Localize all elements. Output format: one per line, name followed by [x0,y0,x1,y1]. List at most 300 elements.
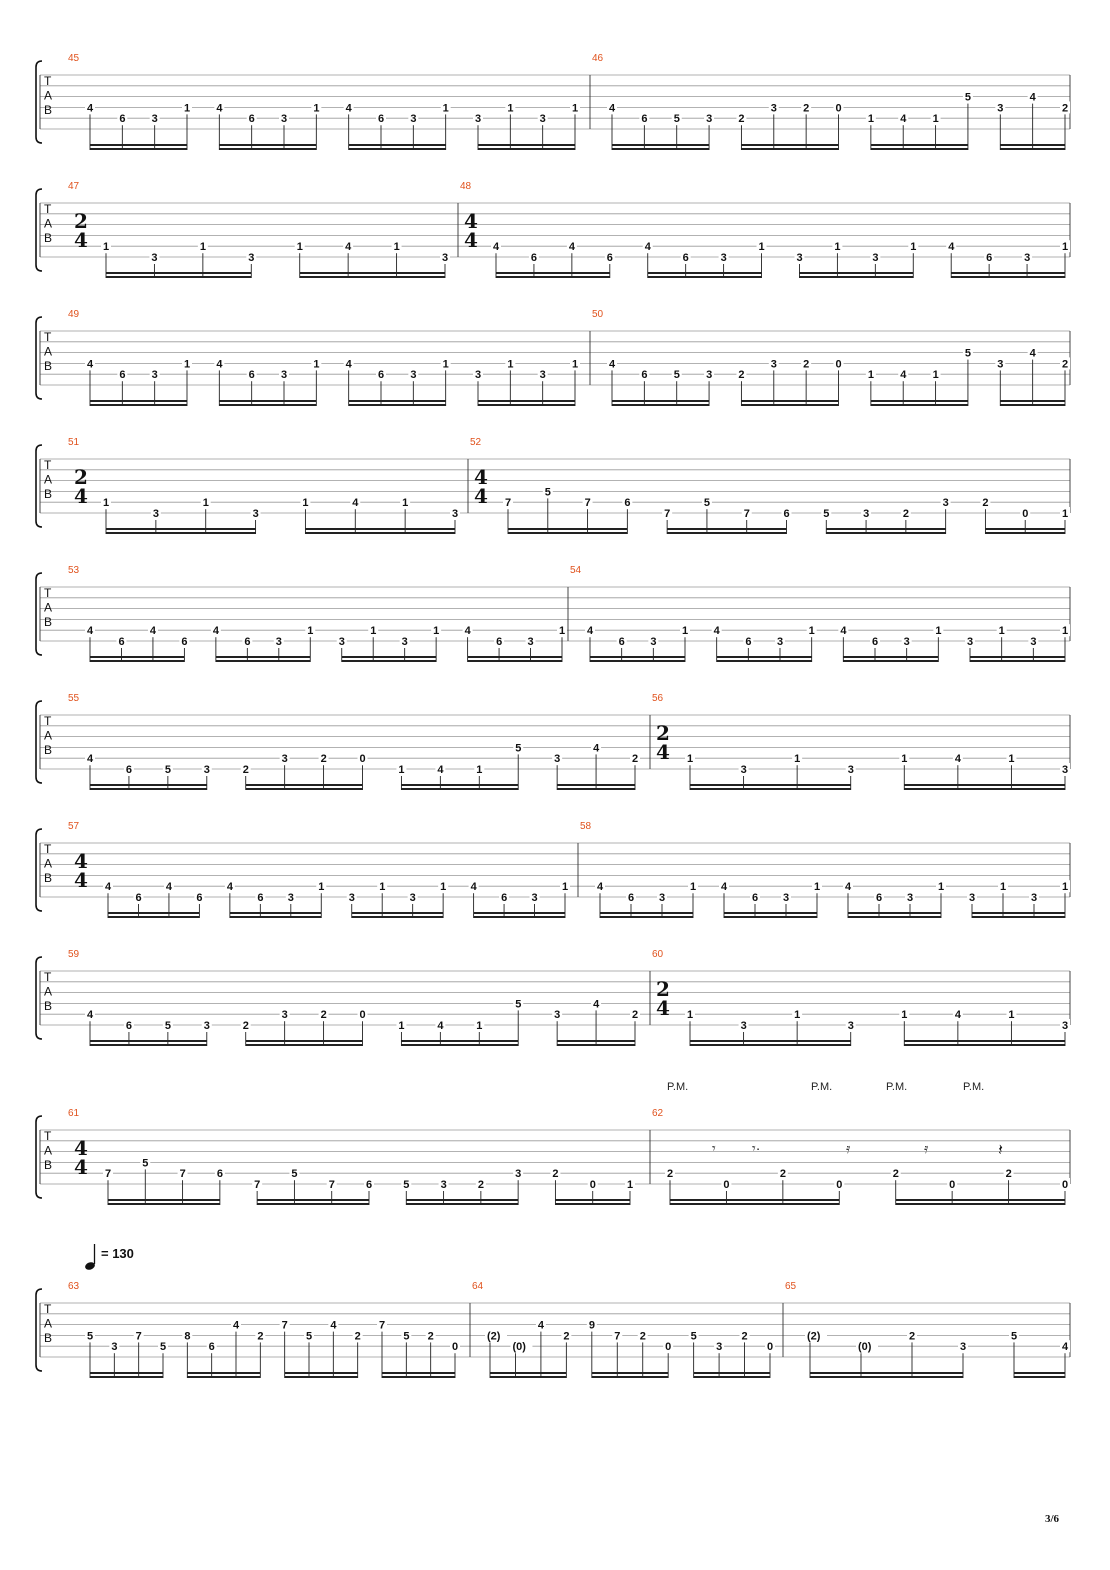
beam [352,912,443,914]
tempo-text: = 130 [101,1246,134,1261]
beam [349,144,446,146]
beam [741,404,838,406]
tab-clef-letter: B [44,999,53,1013]
bar-number: 53 [68,565,80,576]
fret-number: 3 [770,102,777,115]
beam [799,276,913,278]
tab-clef-letter: A [44,856,53,871]
fret-number: 1 [572,102,579,115]
fret-number: 1 [202,497,209,510]
fret-number: 6 [216,1168,223,1181]
bar-number: 63 [68,1281,80,1292]
fret-number: (2) [487,1330,501,1343]
fret-number: 6 [378,113,385,126]
beam [592,1376,668,1378]
fret-number: 1 [1062,508,1069,520]
fret-number: 4 [470,881,477,894]
beam [667,532,786,534]
fret-number: 4 [87,625,94,638]
fret-number: 6 [118,636,125,648]
fret-number: 1 [103,241,110,254]
fret-number: 6 [783,508,790,520]
fret-number: 1 [901,753,908,766]
fret-number: 2 [552,1168,559,1181]
beam [216,660,310,662]
system-bracket [36,1116,42,1198]
fret-number: 1 [507,102,514,115]
fret-number: 3 [997,102,1004,115]
fret-number: 1 [296,241,303,254]
fret-number: 0 [1062,1179,1069,1191]
tab-clef-letter: A [44,472,53,487]
beam [468,660,562,662]
fret-number: 4 [954,753,961,766]
bar-number: 52 [470,437,482,448]
fret-number: 4 [1062,1341,1069,1354]
time-signature-bottom: 4 [74,484,88,508]
beam [474,916,565,918]
fret-number: 3 [872,252,879,264]
fret-number: 1 [1062,241,1069,254]
bar-number: 51 [68,437,80,448]
fret-number: 7 [328,1179,335,1191]
fret-number: 3 [539,369,546,382]
bar-number: 58 [580,821,592,832]
beam [555,1199,630,1201]
fret-number: 2 [1062,102,1069,115]
pm-label: P.M. [963,1081,985,1093]
fret-number: 6 [876,892,883,904]
fret-number: 1 [1062,625,1069,638]
fret-number: 3 [111,1341,118,1354]
fret-number: 2 [320,1009,327,1022]
fret-number: 1 [398,764,405,776]
fret-number: 4 [105,881,112,894]
pm-label: P.M. [811,1081,833,1093]
fret-number: 3 [281,1009,288,1022]
tab-clef-letter: T [44,1302,52,1316]
tab-clef-letter: A [44,984,53,999]
beam [896,1203,1065,1205]
fret-number: 3 [967,636,974,648]
beam [230,916,321,918]
fret-number: 5 [403,1179,410,1191]
time-signature-bottom: 4 [74,1155,88,1179]
fret-number: 3 [539,113,546,126]
beam [474,912,565,914]
fret-number: 1 [690,881,697,894]
fret-number: 2 [741,1330,748,1343]
tempo-marking [84,1244,134,1271]
fret-number: 0 [767,1341,774,1354]
fret-number: 6 [248,369,255,382]
fret-number: (0) [858,1341,872,1354]
fret-number: 3 [796,252,803,264]
beam [90,1044,207,1046]
fret-number: 8 [184,1330,191,1343]
beam [871,404,968,406]
fret-number: 1 [379,881,386,894]
tab-clef-letter: A [44,344,53,359]
pm-markings [667,1081,984,1093]
fret-number: 2 [632,753,639,766]
fret-number: 3 [716,1341,723,1354]
fret-number: 1 [794,1009,801,1022]
fret-number: 3 [554,753,561,766]
tab-system [36,437,1070,534]
page-number: 3/6 [1045,1513,1060,1525]
bar-number: 61 [68,1108,80,1119]
tab-system [36,1108,1070,1205]
fret-number: 1 [433,625,440,638]
tab-system [36,181,1070,278]
fret-number: 9 [588,1319,595,1332]
bar-number: 64 [472,1281,484,1292]
system-bracket [36,829,42,911]
fret-number: 3 [706,113,713,126]
fret-number: 6 [378,369,385,382]
beam [690,788,851,790]
fret-number: 2 [427,1330,434,1343]
beam [741,148,838,150]
beam [972,912,1065,914]
fret-number: 2 [982,497,989,510]
time-signature-top: 2 [74,209,88,233]
system-bracket [36,445,42,527]
fret-number: (0) [512,1341,526,1354]
fret-number: 0 [452,1341,459,1354]
fret-number: 6 [125,764,133,776]
fret-number: 1 [398,1020,405,1032]
fret-number: 5 [673,369,680,382]
fret-number: 3 [281,113,288,126]
beam [285,1372,358,1374]
fret-number: 4 [87,753,94,766]
beam [694,1372,770,1374]
system-bracket [36,61,42,143]
fret-number: 3 [248,252,255,264]
beam [468,656,562,658]
beam [478,404,575,406]
fret-number: 4 [900,113,907,126]
fret-number: 4 [345,241,352,254]
fret-number: 1 [103,497,110,510]
fret-number: 3 [452,508,459,520]
time-signature-top: 4 [474,465,488,489]
fret-number: 0 [665,1341,672,1354]
beam [871,400,968,402]
fret-number: 6 [119,113,126,126]
fret-number: 2 [563,1330,570,1343]
beam [349,148,446,150]
fret-number: 3 [720,252,727,264]
fret-number: 3 [907,892,914,904]
fret-number: 6 [119,369,126,382]
fret-number: 6 [606,252,613,264]
time-signature-bottom: 4 [474,484,488,508]
fret-number: 3 [659,892,666,904]
beam [741,144,838,146]
beam [90,404,187,406]
fret-number: 1 [814,881,821,894]
fret-number: 1 [867,369,874,382]
tab-clef-letter: B [44,871,53,885]
bar-number: 59 [68,949,80,960]
fret-number: 3 [287,892,294,904]
tab-clef-letter: A [44,88,53,103]
beam [246,788,363,790]
fret-number: 4 [437,1020,444,1032]
fret-number: 4 [352,497,359,510]
fret-number: 3 [515,1168,522,1181]
beam [826,528,945,530]
fret-number: 1 [627,1179,634,1191]
fret-number: 0 [1022,508,1029,520]
fret-number: 2 [803,358,810,371]
fret-number: 5 [823,508,830,520]
fret-number: 0 [949,1179,956,1191]
beam [401,1040,518,1042]
fret-number: 3 [281,369,288,382]
beam [557,1044,635,1046]
beam [108,916,199,918]
beam [219,148,316,150]
bar-number: 49 [68,309,80,320]
fret-number: 6 [196,892,203,904]
fret-number: 7 [743,508,750,520]
beam [496,276,610,278]
beam [349,400,446,402]
bar-number: 48 [460,181,472,192]
beam [612,144,709,146]
beam [557,1040,635,1042]
fret-number: 3 [475,113,482,126]
fret-number: 1 [507,358,514,371]
beam [951,272,1065,274]
fret-number: 3 [409,892,416,904]
fret-number: 1 [572,358,579,371]
time-signature-top: 4 [464,209,478,233]
beam [717,656,812,658]
time-signature-bottom: 4 [74,868,88,892]
time-signature-top: 4 [74,849,88,873]
fret-number: 4 [840,625,847,638]
bar-number: 47 [68,181,80,192]
fret-number: 3 [1024,252,1031,264]
beam [848,912,941,914]
fret-number: 1 [910,241,917,254]
bar-number: 60 [652,949,664,960]
fret-number: 7 [281,1319,288,1332]
beam [694,1376,770,1378]
beam [90,1372,163,1374]
fret-number: 3 [401,636,408,648]
beam [219,400,316,402]
fret-number: 2 [242,764,249,776]
beam [985,532,1065,534]
fret-number: 4 [954,1009,961,1022]
fret-number: 1 [442,102,449,115]
tab-system [36,309,1070,406]
fret-number: 4 [644,241,651,254]
tab-systems [36,53,1070,1378]
fret-number: 4 [345,102,352,115]
tab-clef-letter: A [44,600,53,615]
beam [230,912,321,914]
tab-system [36,949,1070,1046]
fret-number: 7 [379,1319,386,1332]
beam [1014,1376,1065,1378]
beam [478,148,575,150]
beam [300,272,445,274]
fret-number: 4 [437,764,444,776]
beam [724,916,817,918]
beam [478,144,575,146]
tab-clef-letter: A [44,1316,53,1331]
fret-number: 2 [354,1330,361,1343]
beam [871,144,968,146]
beam [246,1040,363,1042]
eighth-rest-icon: 𝄾 [712,1140,716,1156]
fret-number: 4 [212,625,219,638]
fret-number: 4 [330,1319,337,1332]
beam [557,784,635,786]
fret-number: 4 [593,742,600,755]
fret-number: 3 [252,508,259,520]
time-signature-top: 2 [656,721,670,745]
fret-number: 7 [614,1330,621,1343]
beam [305,528,455,530]
fret-number: 1 [808,625,815,638]
fret-number: 2 [639,1330,646,1343]
fret-number: 3 [960,1341,967,1354]
fret-number: 6 [208,1341,215,1354]
beam [257,1203,369,1205]
beam [951,276,1065,278]
pm-label: P.M. [886,1081,908,1093]
beam [648,276,762,278]
beam [985,528,1065,530]
fret-number: 6 [366,1179,373,1191]
fret-number: 3 [1031,892,1038,904]
fret-number: 1 [476,764,483,776]
fret-number: 7 [179,1168,186,1181]
beam [848,916,941,918]
beam [508,532,627,534]
fret-number: 2 [1005,1168,1012,1181]
fret-number: 3 [969,892,976,904]
beam [246,784,363,786]
time-signature-bottom: 4 [656,740,670,764]
beam [600,912,693,914]
beam [670,1203,839,1205]
fret-number: 5 [142,1157,149,1170]
beam [90,656,184,658]
beam [741,400,838,402]
beam [300,276,445,278]
fret-number: 1 [794,753,801,766]
fret-number: 6 [496,636,503,648]
beam [1000,144,1065,146]
fret-number: 4 [226,881,233,894]
time-signature-top: 4 [74,1136,88,1160]
fret-number: 6 [257,892,264,904]
beam [219,404,316,406]
beam [612,404,709,406]
fret-number: 4 [216,102,223,115]
fret-number: 5 [164,1020,171,1032]
fret-number: 5 [291,1168,298,1181]
beam [843,660,938,662]
beam [600,916,693,918]
beam [382,1372,455,1374]
time-signature-bottom: 4 [74,228,88,252]
fret-number: 5 [690,1330,697,1343]
pm-label: P.M. [667,1081,689,1093]
beam [216,656,310,658]
beam [90,788,207,790]
fret-number: 4 [900,369,907,382]
tab-system [36,1281,1070,1378]
fret-number: 1 [184,358,191,371]
fret-number: 1 [184,102,191,115]
fret-number: 6 [641,369,648,382]
tab-clef-letter: B [44,1331,53,1345]
beam [90,1040,207,1042]
fret-number: 2 [902,508,909,520]
beam [106,528,256,530]
beam [1000,404,1065,406]
fret-number: 3 [650,636,657,648]
fret-number: 3 [475,369,482,382]
fret-number: 4 [721,881,728,894]
beam [382,1376,455,1378]
fret-number: 1 [393,241,400,254]
fret-number: 3 [847,764,854,776]
beam [810,1376,963,1378]
bar-number: 55 [68,693,80,704]
fret-number: 1 [682,625,689,638]
beam [490,1372,566,1374]
beam [592,1372,668,1374]
fret-number: 2 [257,1330,264,1343]
fret-number: 3 [1030,636,1037,648]
fret-number: 6 [872,636,879,648]
fret-number: 1 [313,102,320,115]
fret-number: 4 [87,358,94,371]
tab-clef-letter: B [44,1158,53,1172]
beam [799,272,913,274]
fret-number: 1 [402,497,409,510]
beam [401,788,518,790]
fret-number: 3 [1062,1020,1069,1032]
fret-number: 3 [847,1020,854,1032]
beam [401,1044,518,1046]
fret-number: 0 [835,102,842,115]
fret-number: 4 [87,1009,94,1022]
dotted-eighth-rest-icon: 𝄾· [752,1140,761,1156]
fret-number: 6 [530,252,538,264]
fret-number: 1 [307,625,314,638]
fret-number: 1 [562,881,569,894]
beam [496,272,610,274]
fret-number: 3 [151,252,158,264]
fret-number: 2 [779,1168,786,1181]
system-bracket [36,701,42,783]
fret-number: 6 [125,1020,133,1032]
fret-number: 1 [440,881,447,894]
beam [724,912,817,914]
